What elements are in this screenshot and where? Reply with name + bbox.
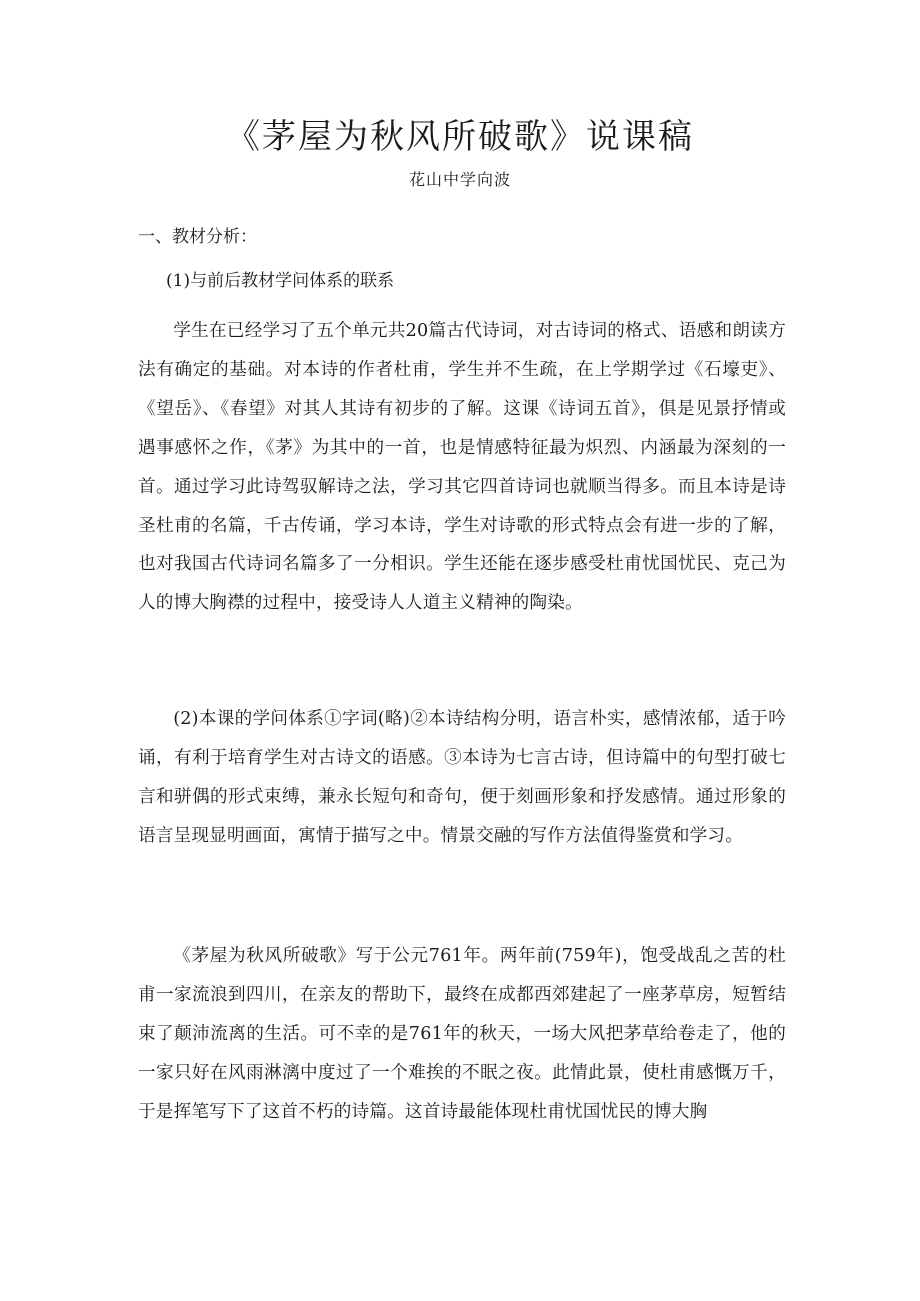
document-author: 花山中学向波 <box>408 170 511 189</box>
paragraph-context: 学生在已经学习了五个单元共20篇古代诗词，对古诗词的格式、语感和朗读方法有确定的基础。对本诗的作者杜甫，学生并不生疏，在上学期学过《石壕吏》、《望岳》、《春望》对其人其诗有初步的了解。这课《诗词五首》，俱是见景抒情或遇事感怀之作，《茅》为其中的一首，也是情感特征最为炽烈、内涵最为深刻的一首。通过学习此诗驾驭解诗之法，学习其它四首诗词也就顺当得多。而且本诗是诗圣杜甫的名篇，千古传诵，学习本诗，学生对诗歌的形式特点会有进一步的了解，也对我国古代诗词名篇多了一分相识。学生还能在逐步感受杜甫忧国忧民、克己为人的博大胸襟的过程中，接受诗人人道主义精神的陶染。 <box>138 321 786 614</box>
document-title: 《茅屋为秋风所破歌》说课稿 <box>226 117 694 157</box>
paragraph-knowledge-system: (2)本课的学问体系①字词(略)②本诗结构分明，语言朴实，感情浓郁，适于吟诵，有利于培育学生对古诗文的语感。③本诗为七言古诗，但诗篇中的句型打破七言和骈偶的形式束缚，兼永长短句和奇句，便于刻画形象和抒发感情。通过形象的语言呈现显明画面，寓情于描写之中。情景交融的写作方法值得鉴赏和学习。 <box>138 709 786 846</box>
section-heading: 一、教材分析： <box>138 227 257 247</box>
subsection-heading: (1)与前后教材学问体系的联系 <box>166 271 395 291</box>
paragraph-background: 《茅屋为秋风所破歌》写于公元761年。两年前(759年)，饱受战乱之苦的杜甫一家流浪到四川，在亲友的帮助下，最终在成都西郊建起了一座茅草房，短暂结束了颠沛流离的生活。可不幸的是761年的秋天，一场大风把茅草给卷走了，他的一家只好在风雨淋漓中度过了一个难挨的不眠之夜。此情此景，使杜甫感慨万千，于是挥笔写下了这首不朽的诗篇。这首诗最能体现杜甫忧国忧民的博大胸 <box>138 946 786 1122</box>
